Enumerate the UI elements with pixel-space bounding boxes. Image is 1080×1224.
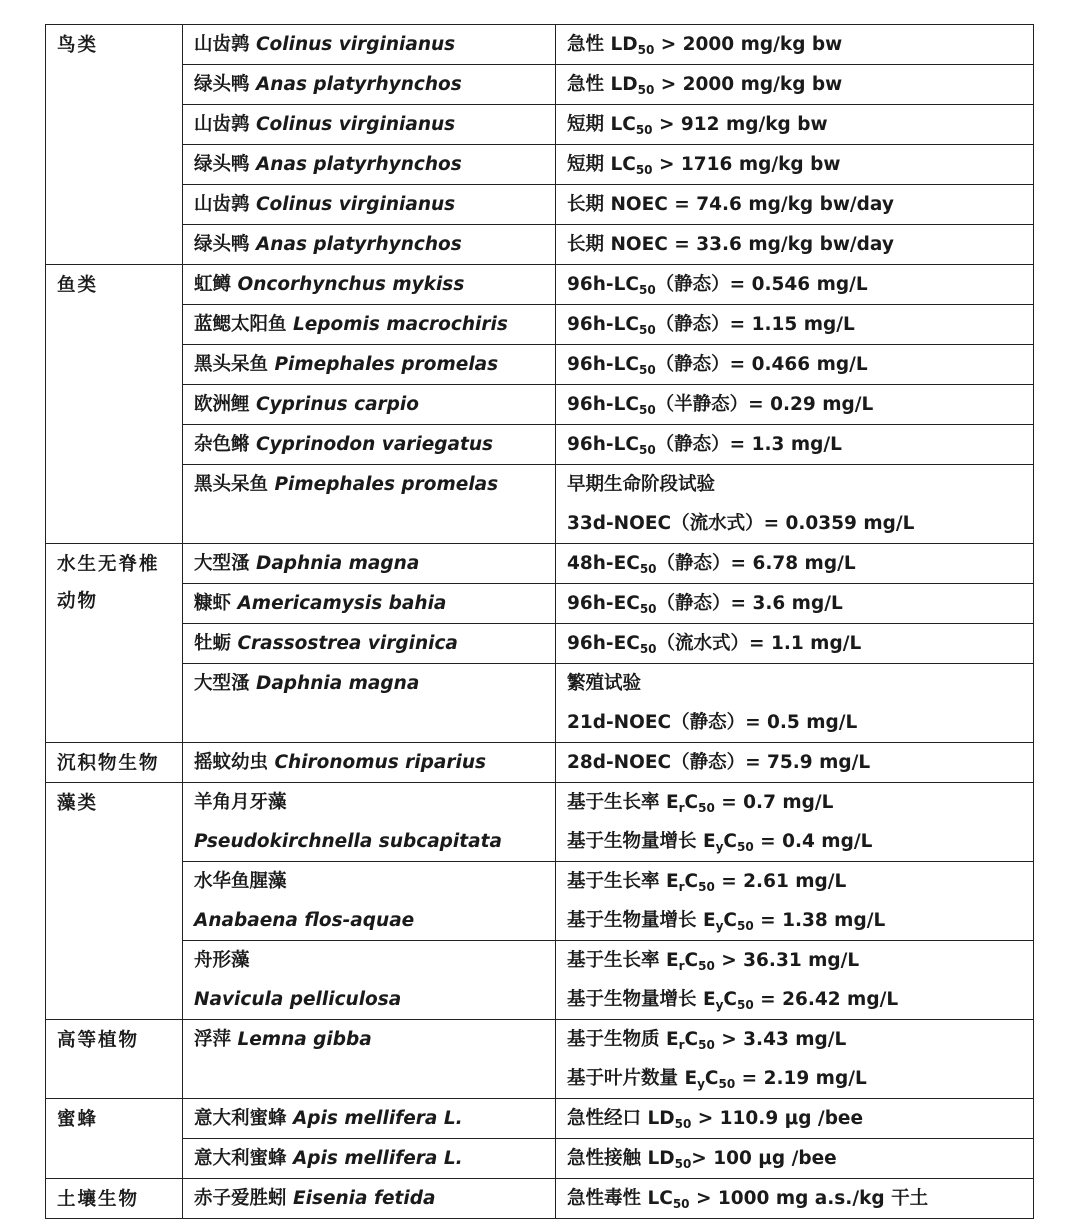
species-scientific-name: Anas platyrhynchos [255, 154, 462, 175]
endpoint-value: 基于生长率 $E_rC_{50} > 36.31$ mg/L [567, 950, 860, 973]
species-scientific-name: Eisenia fetida [292, 1188, 436, 1209]
endpoint-value: 急性毒性 $LC_{50} > 1000$ mg a.s./kg 干土 [567, 1188, 929, 1211]
endpoint-cell [556, 1020, 1034, 1099]
endpoint-cell [556, 1139, 1034, 1179]
species-cell [183, 941, 556, 1020]
table-row [46, 544, 1034, 584]
endpoint-cell [556, 225, 1034, 265]
table-row [46, 385, 1034, 425]
species-common-name: 羊角月牙藻 [194, 792, 287, 813]
endpoint-value: 基于生物量增长 $E_yC_{50} = 1.38$ mg/L [567, 910, 886, 933]
endpoint-value: $48h-EC_{50}$（静态）= 6.78 mg/L [567, 553, 856, 576]
species-common-name: 浮萍 [194, 1029, 232, 1050]
table-row [46, 1020, 1034, 1099]
species-scientific-name: Cyprinodon variegatus [255, 434, 494, 455]
endpoint-value: $96h-LC_{50}$（静态）= 1.3 mg/L [567, 434, 842, 457]
endpoint-cell [556, 305, 1034, 345]
table-row [46, 664, 1034, 743]
species-scientific-name: Anas platyrhynchos [255, 234, 462, 255]
species-common-name: 水华鱼腥藻 [194, 871, 287, 892]
table-row [46, 862, 1034, 941]
endpoint-cell [556, 544, 1034, 584]
species-cell [183, 1099, 556, 1139]
species-scientific-name: Navicula pelliculosa [194, 989, 402, 1010]
endpoint-value: $96h-LC_{50}$（半静态）= 0.29 mg/L [567, 394, 874, 417]
species-cell [183, 1179, 556, 1219]
species-cell [183, 345, 556, 385]
category-cell: 蜜蜂 [46, 1099, 183, 1179]
table-row [46, 941, 1034, 1020]
species-common-name: 绿头鸭 [194, 234, 250, 255]
species-scientific-name: Pseudokirchnella subcapitata [194, 831, 502, 852]
endpoint-value: 基于生长率 $E_rC_{50} = 0.7$ mg/L [567, 792, 834, 815]
species-cell [183, 544, 556, 584]
species-common-name: 欧洲鲤 [194, 394, 250, 415]
endpoint-value: 急性 $LD_{50} > 2000$ mg/kg bw [567, 34, 843, 57]
species-common-name: 山齿鹑 [194, 194, 250, 215]
species-scientific-name: Pimephales promelas [274, 474, 499, 495]
species-common-name: 糠虾 [194, 593, 232, 614]
endpoint-value: 21d-NOEC（静态）= 0.5 mg/L [567, 712, 858, 733]
species-common-name: 意大利蜜蜂 [194, 1148, 287, 1169]
species-cell [183, 145, 556, 185]
table-row [46, 105, 1034, 145]
endpoint-value: $96h-EC_{50}$（流水式）= 1.1 mg/L [567, 633, 862, 656]
species-scientific-name: Lepomis macrochiris [292, 314, 508, 335]
category-cell: 高等植物 [46, 1020, 183, 1099]
species-common-name: 舟形藻 [194, 950, 250, 971]
endpoint-cell [556, 1099, 1034, 1139]
endpoint-value: 急性 $LD_{50} > 2000$ mg/kg bw [567, 74, 843, 97]
species-scientific-name: Oncorhynchus mykiss [237, 274, 465, 295]
category-cell: 鸟类 [46, 25, 183, 265]
table-row [46, 624, 1034, 664]
table-row [46, 225, 1034, 265]
endpoint-cell [556, 664, 1034, 743]
table-row [46, 185, 1034, 225]
species-cell [183, 65, 556, 105]
species-scientific-name: Apis mellifera L. [292, 1148, 463, 1169]
endpoint-cell [556, 743, 1034, 783]
endpoint-value: 33d-NOEC（流水式）= 0.0359 mg/L [567, 513, 915, 534]
category-cell: 水生无脊椎动物 [46, 544, 183, 743]
species-common-name: 绿头鸭 [194, 74, 250, 95]
table-row [46, 584, 1034, 624]
endpoint-value: $96h-EC_{50}$（静态）= 3.6 mg/L [567, 593, 843, 616]
table-row [46, 65, 1034, 105]
species-common-name: 牡蛎 [194, 633, 232, 654]
species-common-name: 绿头鸭 [194, 154, 250, 175]
species-scientific-name: Apis mellifera L. [292, 1108, 463, 1129]
species-cell [183, 783, 556, 862]
species-cell [183, 305, 556, 345]
species-cell [183, 385, 556, 425]
endpoint-value: 基于生物质 $E_rC_{50} > 3.43$ mg/L [567, 1029, 847, 1052]
species-cell [183, 624, 556, 664]
species-cell [183, 185, 556, 225]
endpoint-value: 长期 NOEC = 33.6 mg/kg bw/day [567, 234, 894, 255]
species-scientific-name: Colinus virginianus [255, 34, 456, 55]
species-cell [183, 584, 556, 624]
species-scientific-name: Colinus virginianus [255, 194, 456, 215]
endpoint-value: 基于生物量增长 $E_yC_{50} = 26.42$ mg/L [567, 989, 899, 1012]
endpoint-cell [556, 265, 1034, 305]
endpoint-value: 基于生物量增长 $E_yC_{50} = 0.4$ mg/L [567, 831, 873, 854]
endpoint-value: 短期 $LC_{50} > 1716$ mg/kg bw [567, 154, 841, 177]
species-common-name: 意大利蜜蜂 [194, 1108, 287, 1129]
species-common-name: 黑头呆鱼 [194, 354, 269, 375]
species-scientific-name: Chironomus riparius [274, 752, 487, 773]
endpoint-cell [556, 385, 1034, 425]
species-scientific-name: Lemna gibba [237, 1029, 372, 1050]
endpoint-value: $96h-LC_{50}$（静态）= 0.466 mg/L [567, 354, 868, 377]
table-row [46, 305, 1034, 345]
endpoint-cell [556, 25, 1034, 65]
species-cell [183, 1139, 556, 1179]
endpoint-cell [556, 465, 1034, 544]
species-cell [183, 265, 556, 305]
endpoint-cell [556, 185, 1034, 225]
toxicity-table [45, 24, 1034, 1219]
table-row [46, 1179, 1034, 1219]
species-scientific-name: Daphnia magna [255, 673, 420, 694]
species-common-name: 蓝鳃太阳鱼 [194, 314, 287, 335]
endpoint-value: 早期生命阶段试验 [567, 474, 716, 495]
endpoint-cell [556, 145, 1034, 185]
endpoint-cell [556, 105, 1034, 145]
endpoint-value: 急性接触 $LD_{50}> 100$ μg /bee [567, 1148, 837, 1171]
category-cell: 土壤生物 [46, 1179, 183, 1219]
category-cell: 沉积物生物 [46, 743, 183, 783]
species-cell [183, 465, 556, 544]
species-common-name: 大型溞 [194, 553, 250, 574]
table-row [46, 345, 1034, 385]
category-cell: 藻类 [46, 783, 183, 1020]
species-scientific-name: Colinus virginianus [255, 114, 456, 135]
table-row [46, 145, 1034, 185]
species-cell [183, 664, 556, 743]
species-cell [183, 743, 556, 783]
species-cell [183, 1020, 556, 1099]
endpoint-value: 基于叶片数量 $E_yC_{50} = 2.19$ mg/L [567, 1068, 867, 1091]
table-row [46, 743, 1034, 783]
species-scientific-name: Daphnia magna [255, 553, 420, 574]
species-cell [183, 225, 556, 265]
species-scientific-name: Pimephales promelas [274, 354, 499, 375]
table-row [46, 465, 1034, 544]
species-cell [183, 425, 556, 465]
table-row [46, 1099, 1034, 1139]
endpoint-cell [556, 1179, 1034, 1219]
endpoint-value: $96h-LC_{50}$（静态）= 0.546 mg/L [567, 274, 868, 297]
endpoint-value: 基于生长率 $E_rC_{50} = 2.61$ mg/L [567, 871, 847, 894]
endpoint-cell [556, 862, 1034, 941]
species-scientific-name: Anas platyrhynchos [255, 74, 462, 95]
endpoint-value: 28d-NOEC（静态）= 75.9 mg/L [567, 752, 871, 773]
endpoint-cell [556, 941, 1034, 1020]
species-scientific-name: Crassostrea virginica [237, 633, 458, 654]
species-common-name: 虹鳟 [194, 274, 232, 295]
table-row [46, 783, 1034, 862]
species-common-name: 山齿鹑 [194, 114, 250, 135]
table-row [46, 1139, 1034, 1179]
endpoint-cell [556, 783, 1034, 862]
table-row [46, 25, 1034, 65]
species-common-name: 摇蚊幼虫 [194, 752, 269, 773]
endpoint-cell [556, 584, 1034, 624]
species-common-name: 赤子爱胜蚓 [194, 1188, 287, 1209]
endpoint-value: 急性经口 $LD_{50} > 110.9$ μg /bee [567, 1108, 864, 1131]
endpoint-value: $96h-LC_{50}$（静态）= 1.15 mg/L [567, 314, 855, 337]
category-cell: 鱼类 [46, 265, 183, 544]
endpoint-cell [556, 425, 1034, 465]
endpoint-cell [556, 65, 1034, 105]
endpoint-cell [556, 624, 1034, 664]
species-common-name: 大型溞 [194, 673, 250, 694]
species-common-name: 杂色鳉 [194, 434, 250, 455]
endpoint-value: 长期 NOEC = 74.6 mg/kg bw/day [567, 194, 894, 215]
endpoint-value: 繁殖试验 [567, 673, 642, 694]
endpoint-value: 短期 $LC_{50} > 912$ mg/kg bw [567, 114, 828, 137]
species-scientific-name: Americamysis bahia [237, 593, 447, 614]
species-scientific-name: Cyprinus carpio [255, 394, 419, 415]
species-cell [183, 862, 556, 941]
species-common-name: 黑头呆鱼 [194, 474, 269, 495]
species-scientific-name: Anabaena flos-aquae [194, 910, 415, 931]
species-cell [183, 105, 556, 145]
table-row [46, 265, 1034, 305]
species-cell [183, 25, 556, 65]
table-row [46, 425, 1034, 465]
endpoint-cell [556, 345, 1034, 385]
species-common-name: 山齿鹑 [194, 34, 250, 55]
